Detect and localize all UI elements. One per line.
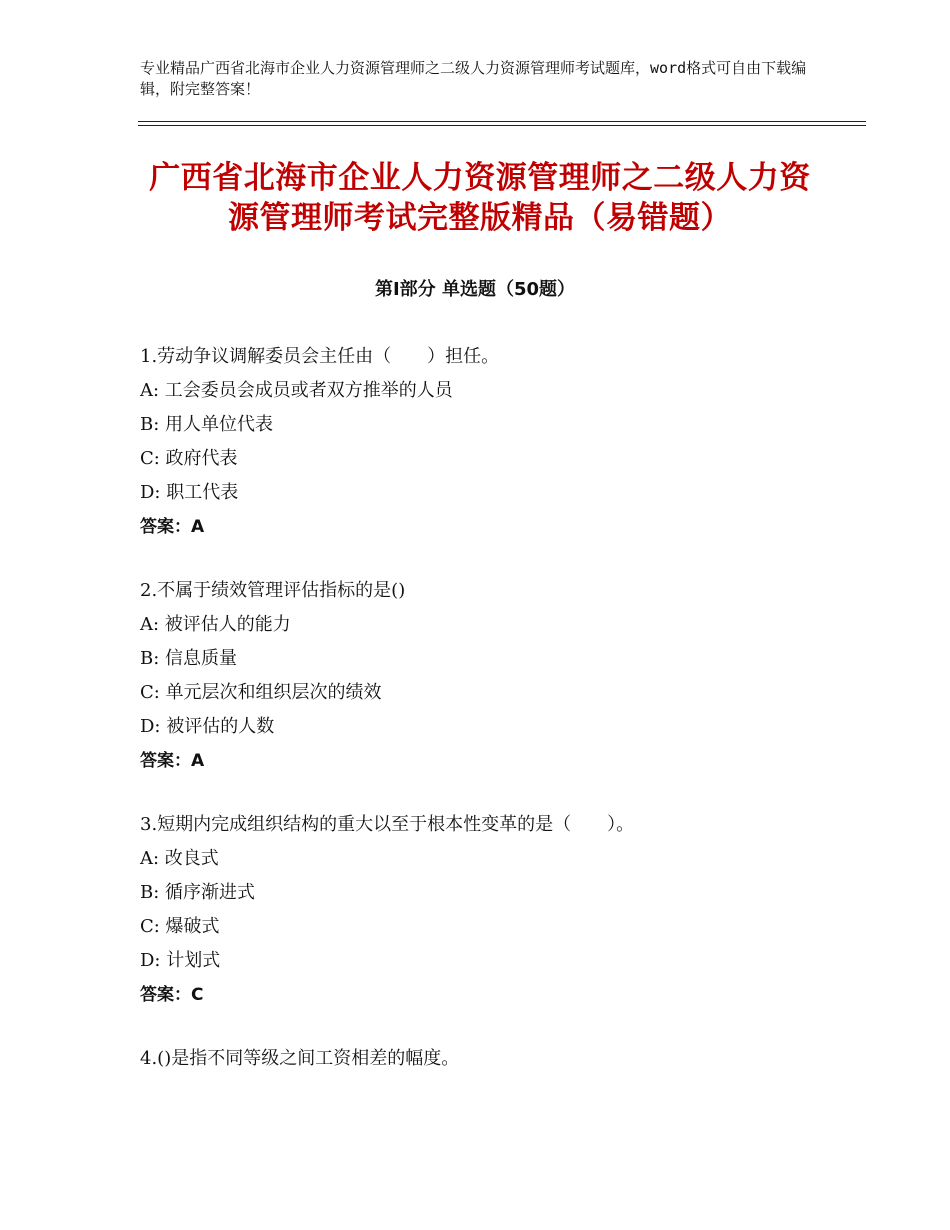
answer: 答案：C — [140, 985, 204, 1005]
option-d: D: 职工代表 — [140, 482, 239, 503]
option-c: C: 爆破式 — [140, 916, 220, 937]
answer: 答案：A — [140, 517, 205, 537]
option-d: D: 被评估的人数 — [140, 716, 275, 737]
option-b: B: 信息质量 — [140, 648, 238, 669]
question-list — [140, 340, 840, 1106]
option-c: C: 单元层次和组织层次的绩效 — [140, 682, 382, 703]
question-item — [140, 1042, 840, 1076]
option-d: D: 计划式 — [140, 950, 221, 971]
question-stem: 1.劳动争议调解委员会主任由（ ）担任。 — [140, 346, 500, 367]
question-item — [140, 574, 840, 778]
option-b: B: 循序渐进式 — [140, 882, 256, 903]
question-stem: 3.短期内完成组织结构的重大以至于根本性变革的是（ ）。 — [140, 814, 635, 835]
question-stem: 2.不属于绩效管理评估指标的是() — [140, 580, 406, 601]
header-rule-bottom — [138, 125, 866, 126]
option-c: C: 政府代表 — [140, 448, 238, 469]
option-b: B: 用人单位代表 — [140, 414, 274, 435]
question-item — [140, 340, 840, 544]
section-title: 第Ⅰ部分 单选题（50题） — [374, 279, 575, 300]
question-stem: 4.()是指不同等级之间工资相差的幅度。 — [140, 1048, 460, 1069]
option-a: A: 被评估人的能力 — [140, 614, 291, 635]
option-a: A: 改良式 — [140, 848, 219, 869]
header-note: 专业精品广西省北海市企业人力资源管理师之二级人力资源管理师考试题库，word格式可自由下载编辑，附完整答案！ — [140, 59, 807, 98]
header-rule-top — [138, 121, 866, 122]
question-item — [140, 808, 840, 1012]
option-a: A: 工会委员会成员或者双方推举的人员 — [140, 380, 453, 401]
answer: 答案：A — [140, 751, 205, 771]
document-title: 广西省北海市企业人力资源管理师之二级人力资源管理师考试完整版精品（易错题） — [149, 160, 811, 236]
